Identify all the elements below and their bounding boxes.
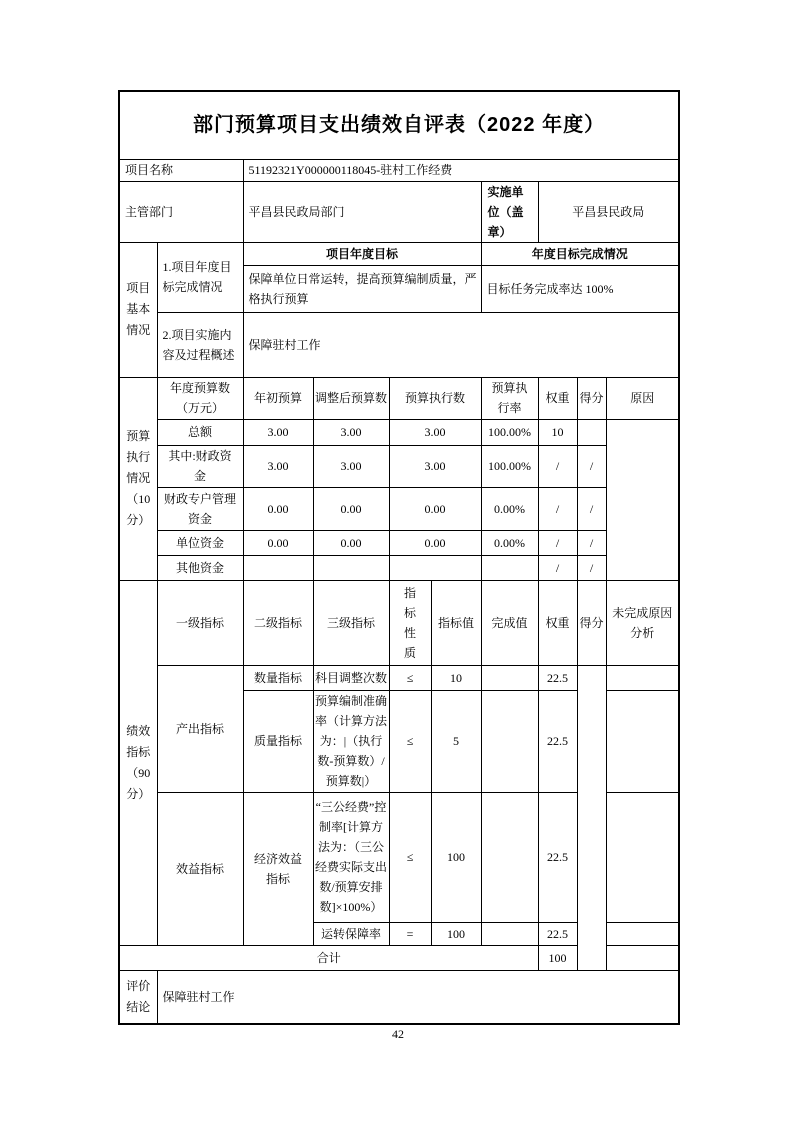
basic-info-section-label: 项目基本情况: [119, 242, 157, 377]
department-label: 主管部门: [119, 181, 243, 242]
budget-cell-executed: 3.00: [389, 419, 481, 445]
budget-cell-executed: 3.00: [389, 445, 481, 487]
indicator-level3: “三公经费”控制率[计算方法为：（三公经费实际支出数/预算安排数]×100%）: [313, 792, 389, 922]
indicator-actual: [481, 792, 538, 922]
indicator-header-weight: 权重: [538, 580, 577, 665]
indicator-actual: [481, 690, 538, 792]
budget-header-weight: 权重: [538, 377, 577, 419]
budget-header-reason: 原因: [606, 377, 679, 419]
budget-cell-executed: 0.00: [389, 530, 481, 555]
budget-header-category: 年度预算数（万元）: [157, 377, 243, 419]
budget-cell-initial: 0.00: [243, 487, 313, 530]
budget-header-executed: 预算执行数: [389, 377, 481, 419]
indicator-nature: ≤: [389, 690, 431, 792]
budget-cell-adjusted: [313, 555, 389, 580]
indicator-weight: 22.5: [538, 792, 577, 922]
indicator-header-reason: 未完成原因分析: [606, 580, 679, 665]
indicator-level1: 效益指标: [157, 792, 243, 945]
total-reason: [606, 945, 679, 970]
project-name-label: 项目名称: [119, 159, 243, 181]
indicator-score-merged-cell: [577, 665, 606, 970]
budget-cell-weight: 10: [538, 419, 577, 445]
budget-cell-initial: 3.00: [243, 445, 313, 487]
indicator-header-nature: 指标性质: [389, 580, 431, 665]
indicator-header-level3: 三级指标: [313, 580, 389, 665]
indicator-actual: [481, 922, 538, 945]
budget-cell-weight: /: [538, 555, 577, 580]
budget-row-label: 财政专户管理资金: [157, 487, 243, 530]
budget-header-initial: 年初预算: [243, 377, 313, 419]
indicator-level3: 预算编制准确率（计算方法为：|（执行数-预算数）/预算数|）: [313, 690, 389, 792]
budget-cell-rate: 0.00%: [481, 530, 538, 555]
budget-cell-rate: 100.00%: [481, 445, 538, 487]
budget-row-label: 单位资金: [157, 530, 243, 555]
budget-cell-executed: 0.00: [389, 487, 481, 530]
annual-goal-header: 项目年度目标: [243, 242, 481, 265]
budget-cell-rate: 0.00%: [481, 487, 538, 530]
indicator-target: 100: [431, 792, 481, 922]
indicator-level3: 科目调整次数: [313, 665, 389, 690]
department-value: 平昌县民政局部门: [243, 181, 481, 242]
budget-cell-weight: /: [538, 487, 577, 530]
page-number: 42: [392, 1027, 404, 1041]
budget-row-label: 总额: [157, 419, 243, 445]
conclusion-label: 评价结论: [119, 970, 157, 1024]
total-weight: 100: [538, 945, 577, 970]
indicator-nature: ≤: [389, 792, 431, 922]
indicator-header-score: 得分: [577, 580, 606, 665]
indicator-target: 5: [431, 690, 481, 792]
budget-cell-adjusted: 0.00: [313, 530, 389, 555]
indicator-header-actual: 完成值: [481, 580, 538, 665]
indicator-reason: [606, 922, 679, 945]
budget-header-adjusted: 调整后预算数: [313, 377, 389, 419]
budget-cell-initial: [243, 555, 313, 580]
indicator-reason: [606, 665, 679, 690]
indicator-target: 100: [431, 922, 481, 945]
budget-cell-initial: 0.00: [243, 530, 313, 555]
annual-goal-completion-header: 年度目标完成情况: [481, 242, 679, 265]
indicator-target: 10: [431, 665, 481, 690]
page-title: 部门预算项目支出绩效自评表（2022 年度）: [119, 91, 679, 159]
project-name-value: 51192321Y000000118045-驻村工作经费: [243, 159, 679, 181]
budget-cell-score: /: [577, 445, 606, 487]
budget-cell-score: /: [577, 555, 606, 580]
indicator-level1: 产出指标: [157, 665, 243, 792]
budget-reason-cell: [606, 419, 679, 580]
budget-cell-weight: /: [538, 445, 577, 487]
annual-goal-text: 保障单位日常运转，提高预算编制质量，严格执行预算: [243, 265, 481, 312]
total-label: 合计: [119, 945, 538, 970]
impl-unit-label: 实施单位（盖章）: [481, 181, 538, 242]
indicator-level3: 运转保障率: [313, 922, 389, 945]
budget-cell-rate: 100.00%: [481, 419, 538, 445]
budget-section-label: 预算执行情况（10分）: [119, 377, 157, 580]
indicator-weight: 22.5: [538, 665, 577, 690]
impl-unit-value: 平昌县民政局: [538, 181, 679, 242]
indicator-nature: ≤: [389, 665, 431, 690]
budget-row-label: 其他资金: [157, 555, 243, 580]
budget-cell-adjusted: 3.00: [313, 419, 389, 445]
indicator-reason: [606, 690, 679, 792]
self-evaluation-table: [118, 90, 680, 1025]
indicator-reason: [606, 792, 679, 922]
implementation-label: 2.项目实施内容及过程概述: [157, 312, 243, 377]
budget-cell-adjusted: 3.00: [313, 445, 389, 487]
indicator-level2: 质量指标: [243, 690, 313, 792]
indicator-header-level2: 二级指标: [243, 580, 313, 665]
budget-cell-executed: [389, 555, 481, 580]
indicator-header-level1: 一级指标: [157, 580, 243, 665]
indicator-level2: 数量指标: [243, 665, 313, 690]
indicator-weight: 22.5: [538, 922, 577, 945]
budget-cell-weight: /: [538, 530, 577, 555]
implementation-value: 保障驻村工作: [243, 312, 679, 377]
indicators-section-label: 绩效指标（90分）: [119, 580, 157, 945]
budget-cell-score: /: [577, 487, 606, 530]
indicator-weight: 22.5: [538, 690, 577, 792]
indicator-header-target: 指标值: [431, 580, 481, 665]
annual-goal-label: 1.项目年度目标完成情况: [157, 242, 243, 312]
budget-header-rate: 预算执行率: [481, 377, 538, 419]
budget-row-label: 其中:财政资金: [157, 445, 243, 487]
conclusion-value: 保障驻村工作: [157, 970, 679, 1024]
indicator-level2: 经济效益指标: [243, 792, 313, 945]
budget-cell-initial: 3.00: [243, 419, 313, 445]
budget-cell-rate: [481, 555, 538, 580]
budget-cell-adjusted: 0.00: [313, 487, 389, 530]
indicator-actual: [481, 665, 538, 690]
budget-cell-score: [577, 419, 606, 445]
budget-cell-score: /: [577, 530, 606, 555]
indicator-nature: =: [389, 922, 431, 945]
budget-header-score: 得分: [577, 377, 606, 419]
annual-goal-completion-text: 目标任务完成率达 100%: [481, 265, 679, 312]
